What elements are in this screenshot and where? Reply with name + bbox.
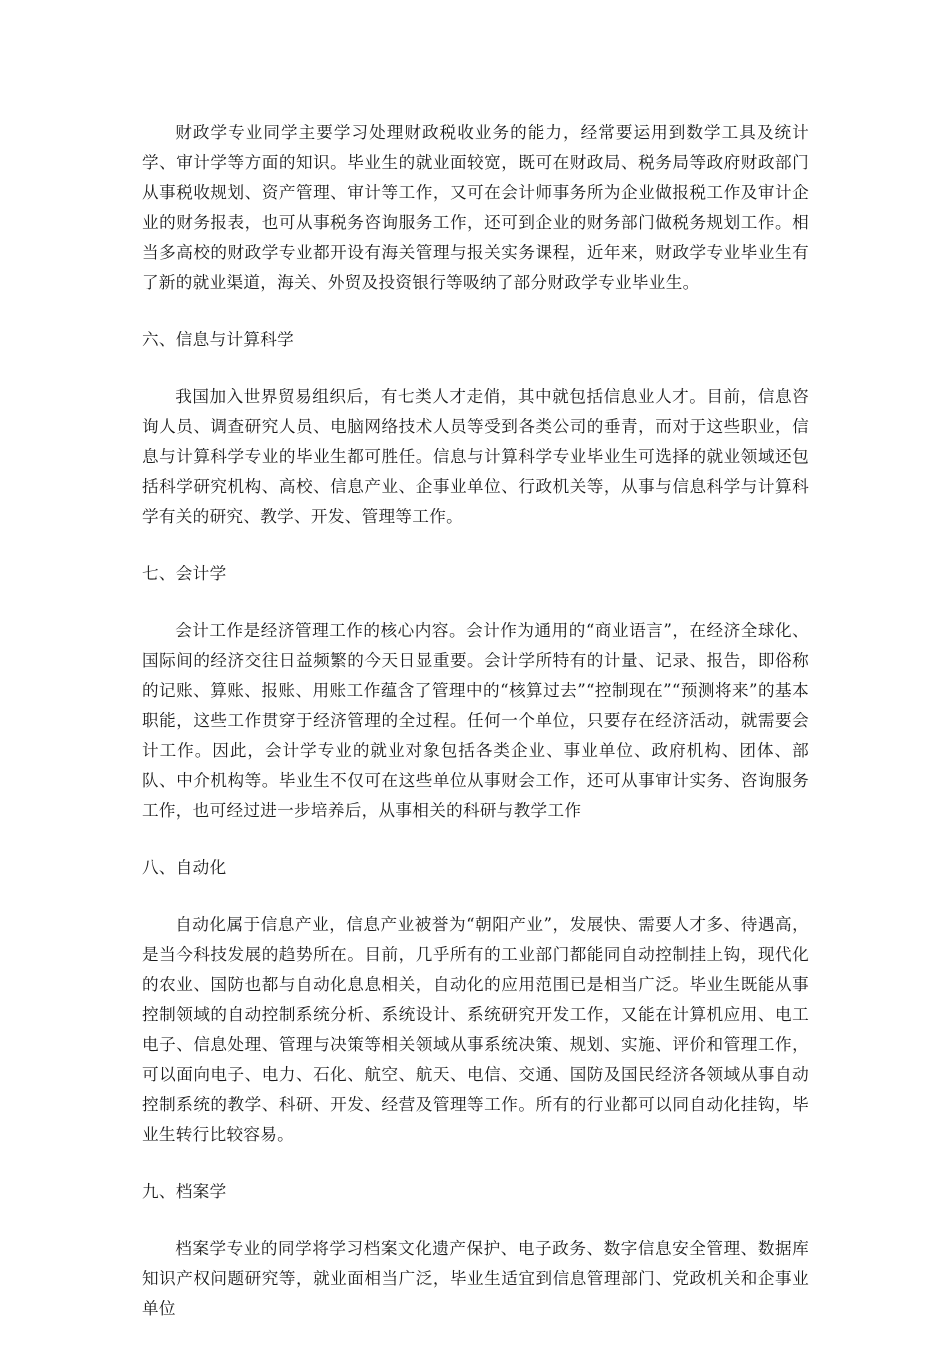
paragraph-archival-science: 档案学专业的同学将学习档案文化遗产保护、电子政务、数字信息安全管理、数据库知识产权问题研究等，就业面相当广泛，毕业生适宜到信息管理部门、党政机关和企事业单位 [142, 1239, 809, 1318]
paragraph-information-computing-science: 我国加入世界贸易组织后，有七类人才走俏，其中就包括信息业人才。目前，信息咨询人员、调查研究人员、电脑网络技术人员等受到各类公司的垂青，而对于这些职业，信息与计算科学专业的毕业生都可胜任。信息与计算科学专业毕业生可选择的就业领域还包括科学研究机构、高校、信息产业、企事业单位、行政机关等，从事与信息科学与计算科学有关的研究、教学、开发、管理等工作。 [142, 387, 809, 526]
paragraph-finance: 财政学专业同学主要学习处理财政税收业务的能力，经常要运用到数学工具及统计学、审计学等方面的知识。毕业生的就业面较宽，既可在财政局、税务局等政府财政部门从事税收规划、资产管理、审计等工作，又可在会计师事务所为企业做报税工作及审计企业的财务报表，也可从事税务咨询服务工作，还可到企业的财务部门做税务规划工作。相当多高校的财政学专业都开设有海关管理与报关实务课程，近年来，财政学专业毕业生有了新的就业渠道，海关、外贸及投资银行等吸纳了部分财政学专业毕业生。 [142, 123, 809, 292]
heading-accounting: 七、会计学 [142, 564, 227, 583]
heading-automation: 八、自动化 [142, 858, 227, 877]
heading-information-computing-science: 六、信息与计算科学 [142, 330, 295, 349]
paragraph-automation: 自动化属于信息产业，信息产业被誉为“朝阳产业”，发展快、需要人才多、待遇高，是当今科技发展的趋势所在。目前，几乎所有的工业部门都能同自动控制挂上钩，现代化的农业、国防也都与自动化息息相关，自动化的应用范围已是相当广泛。毕业生既能从事控制领域的自动控制系统分析、系统设计、系统研究开发工作，又能在计算机应用、电工电子、信息处理、管理与决策等相关领域从事系统决策、规划、实施、评价和管理工作，可以面向电子、电力、石化、航空、航天、电信、交通、国防及国民经济各领域从事自动控制系统的教学、科研、开发、经营及管理等工作。所有的行业都可以同自动化挂钩，毕业生转行比较容易。 [142, 915, 809, 1144]
document-body [142, 118, 809, 1351]
paragraph-accounting: 会计工作是经济管理工作的核心内容。会计作为通用的“商业语言”，在经济全球化、国际间的经济交往日益频繁的今天日显重要。会计学所特有的计量、记录、报告，即俗称的记账、算账、报账、用账工作蕴含了管理中的“核算过去”“控制现在”“预测将来”的基本职能，这些工作贯穿于经济管理的全过程。任何一个单位，只要存在经济活动，就需要会计工作。因此，会计学专业的就业对象包括各类企业、事业单位、政府机构、团体、部队、中介机构等。毕业生不仅可在这些单位从事财会工作，还可从事审计实务、咨询服务工作，也可经过进一步培养后，从事相关的科研与教学工作 [142, 621, 809, 820]
heading-archival-science: 九、档案学 [142, 1182, 227, 1201]
